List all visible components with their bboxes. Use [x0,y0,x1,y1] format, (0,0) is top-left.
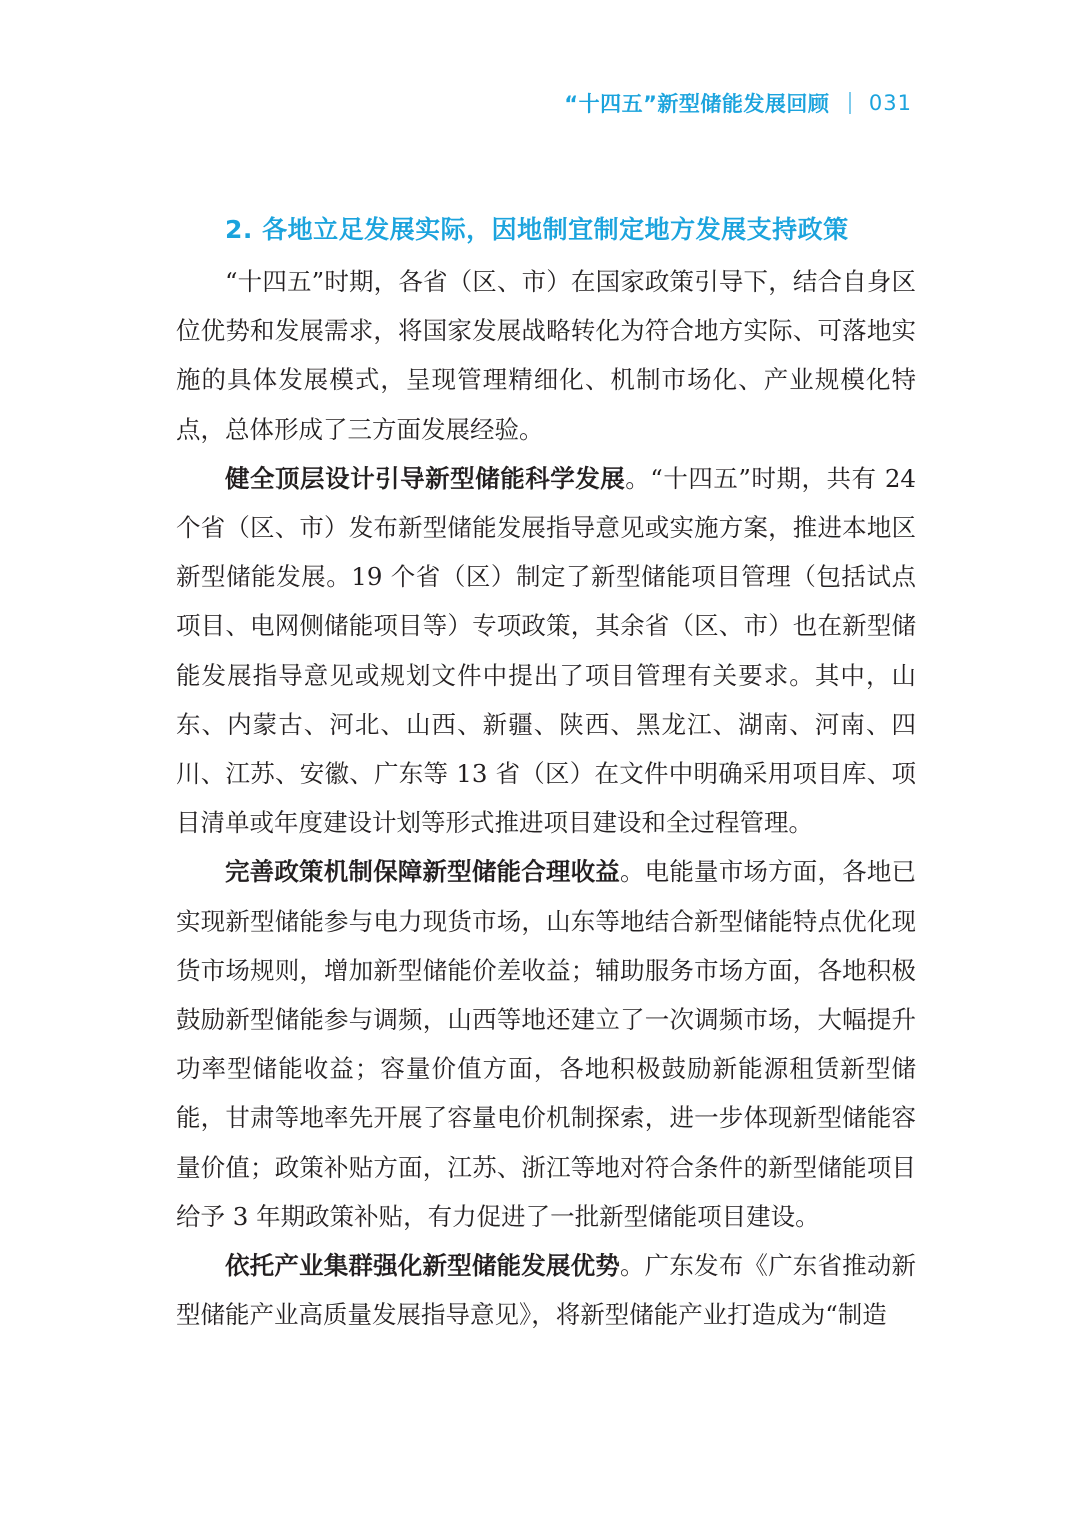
paragraph-lead: 健全顶层设计引导新型储能科学发展 [225,463,626,493]
paragraph-2 [176,454,916,848]
header-divider [849,92,851,114]
page-number: 031 [868,91,912,115]
paragraph-text: “十四五”时期，各省（区、市）在国家政策引导下，结合自身区位优势和发展需求，将国家发展战略转化为符合地方实际、可落地实施的具体发展模式，呈现管理精细化、机制市场化、产业规模化特点，总体形成了三方面发展经验。 [176,267,916,444]
paragraph-4 [176,1241,916,1339]
paragraph-text: 。“十四五”时期，共有 24 个省（区、市）发布新型储能发展指导意见或实施方案，推进本地区新型储能发展。19 个省（区）制定了新型储能项目管理（包括试点项目、电网侧储能项目等）专项政策，其余省（区、市）也在新型储能发展指导意见或规划文件中提出了项目管理有关要求。其中，山东、内蒙古、河北、山西、新疆、陕西、黑龙江、湖南、河南、四川、江苏、安徽、广东等 13 省（区）在文件中明确采用项目库、项目清单或年度建设计划等形式推进项目建设和全过程管理。 [176,463,917,838]
paragraph-1 [176,257,916,454]
running-header [564,88,912,118]
body-text [176,257,916,1339]
paragraph-lead: 依托产业集群强化新型储能发展优势 [225,1251,620,1281]
paragraph-lead: 完善政策机制保障新型储能合理收益 [225,857,620,887]
paragraph-3 [176,847,916,1241]
section-heading: 2. 各地立足发展实际，因地制宜制定地方发展支持政策 [225,215,849,244]
header-title: “十四五”新型储能发展回顾 [564,92,830,116]
paragraph-text: 。广东发布《广东省推动新型储能产业高质量发展指导意见》，将新型储能产业打造成为“制造 [176,1251,917,1330]
paragraph-text: 。电能量市场方面，各地已实现新型储能参与电力现货市场，山东等地结合新型储能特点优化现货市场规则，增加新型储能价差收益；辅助服务市场方面，各地积极鼓励新型储能参与调频，山西等地还建立了一次调频市场，大幅提升功率型储能收益；容量价值方面，各地积极鼓励新能源租赁新型储能，甘肃等地率先开展了容量电价机制探索，进一步体现新型储能容量价值；政策补贴方面，江苏、浙江等地对符合条件的新型储能项目给予 3 年期政策补贴，有力促进了一批新型储能项目建设。 [176,857,917,1231]
